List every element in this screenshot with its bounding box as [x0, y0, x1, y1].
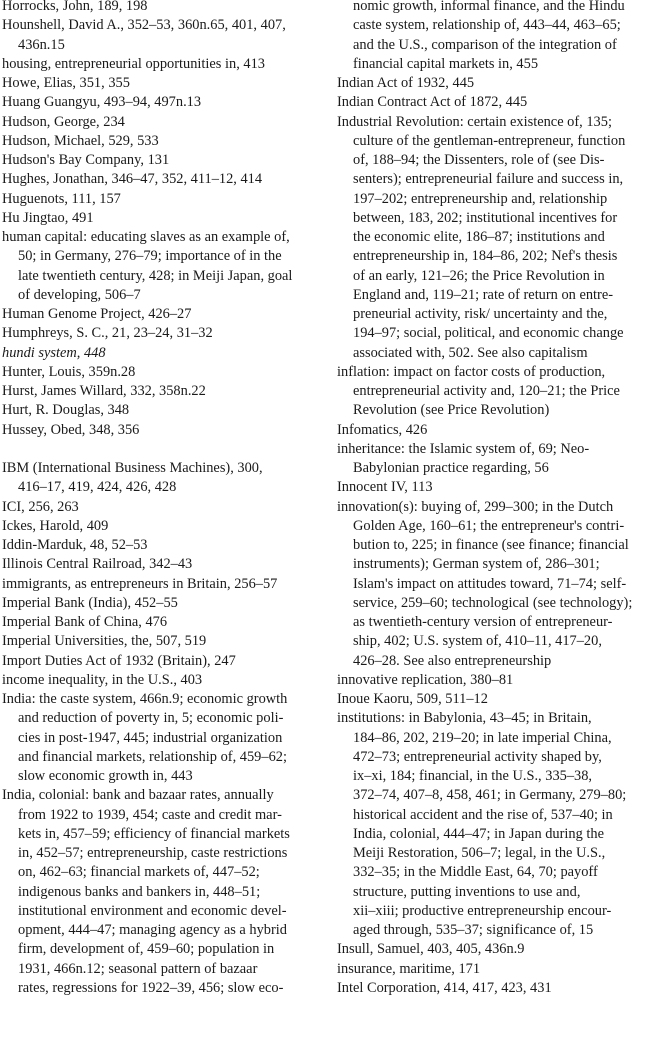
index-entry: Hudson's Bay Company, 131: [2, 152, 170, 168]
index-entry: IBM (International Business Machines), 300, 416–17, 419, 424, 426, 428: [2, 460, 263, 496]
index-entry: Hudson, Michael, 529, 533: [2, 132, 159, 149]
index-entry: Iddin-Marduk, 48, 52–53: [2, 537, 148, 553]
index-entry: Hunter, Louis, 359n.28: [2, 363, 136, 380]
index-entry: Illinois Central Railroad, 342–43: [2, 556, 193, 573]
index-entry: Huang Guangyu, 493–94, 497n.13: [2, 94, 202, 111]
index-entry: immigrants, as entrepreneurs in Britain, 256–57: [2, 575, 278, 592]
index-entry: Hussey, Obed, 348, 356: [2, 421, 140, 438]
index-column-left: [2, 0, 320, 998]
index-entry: institutions: in Babylonia, 43–45; in Britain, 184–86, 202, 219–20; in late imperial China, 472–73; entrepreneurial activity shaped by, ix–xi, 184; financial, in the U.S., 335–38, 372–74, 407–8, 458, 461; in Germany, 279–80; historical accident and the rise of, 537–40; in India, colonial, 444–47; in Japan during the Meiji Restoration, 506–7; legal, in the U.S., 332–35; in the Middle East, 64, 70; payoff structure, putting inventions to use and, xii–xiii; productive entrepreneurship encour- aged through, 535–37; significance of, 15: [337, 710, 627, 938]
index-entry: Horrocks, John, 189, 198: [2, 0, 148, 14]
index-entry: Ickes, Harold, 409: [2, 517, 109, 534]
index-entry: Hurst, James Willard, 332, 358n.22: [2, 383, 206, 399]
index-entry: Industrial Revolution: certain existence of, 135; culture of the gentleman-entrepreneur, function of, 188–94; the Dissenters, role of (see Dis- senters); entrepreneurial failure and success in, 197–202; entrepreneurship and, relationship between, 183, 202; institutional incentives for the economic elite, 186–87; institutions and entrepreneurship in, 184–86, 202; Nef's thesis of an early, 121–26; the Price Revolution in England and, 119–21; rate of return on entre- preneurial activity, risk/ uncertainty and the, 194–97; social, political, and economic change associated with, 502. See also capitalism: [337, 113, 626, 361]
index-entry: Human Genome Project, 426–27: [2, 306, 192, 322]
index-entry: innovation(s): buying of, 299–300; in the Dutch Golden Age, 160–61; the entrepreneur's contri- bution to, 225; in finance (see finance; financial instruments); German system of, 286–301; Islam's impact on attitudes toward, 71–74; self- service, 259–60; technological (see technology); as twentieth-century version of entrepreneur- ship, 402; U.S. system of, 410–11, 417–20, 426–28. See also entrepreneurship: [337, 498, 633, 669]
index-entry: Inoue Kaoru, 509, 511–12: [337, 691, 488, 707]
index-entry: nomic growth, informal finance, and the Hindu caste system, relationship of, 443–44, 463–65; and the U.S., comparison of the integration of financial capital markets in, 455: [353, 0, 625, 72]
index-entry: Howe, Elias, 351, 355: [2, 75, 130, 91]
index-entry: human capital: educating slaves as an example of, 50; in Germany, 276–79; importance of in the late twentieth century, 428; in Meiji Japan, goal of developing, 506–7: [2, 229, 293, 303]
index-entry: Hu Jingtao, 491: [2, 209, 94, 226]
index-entry: Insull, Samuel, 403, 405, 436n.9: [337, 941, 525, 958]
index-entry: ICI, 256, 263: [2, 498, 79, 515]
index-entry: innovative replication, 380–81: [337, 671, 514, 688]
index-entry: Hurt, R. Douglas, 348: [2, 402, 130, 419]
index-entry: insurance, maritime, 171: [337, 960, 481, 977]
index-entry: Indian Contract Act of 1872, 445: [337, 94, 528, 111]
index-entry: Hughes, Jonathan, 346–47, 352, 411–12, 414: [2, 171, 263, 188]
index-entry: income inequality, in the U.S., 403: [2, 671, 203, 688]
index-entry: hundi system, 448: [2, 344, 106, 361]
index-entry: Indian Act of 1932, 445: [337, 75, 475, 91]
index-entry: India, colonial: bank and bazaar rates, annually from 1922 to 1939, 454; caste and credit mar- kets in, 457–59; efficiency of financial markets in, 452–57; entrepreneurship, caste restrictions on, 462–63; financial markets of, 447–52; indigenous banks and bankers in, 448–51; institutional environment and economic devel- opment, 444–47; managing agency as a hybrid firm, development of, 459–60; population in 1931, 466n.12; seasonal pattern of bazaar rates, regressions for 1922–39, 456; slow eco-: [2, 787, 290, 996]
index-entry: Import Duties Act of 1932 (Britain), 247: [2, 652, 236, 669]
index-entry: Infomatics, 426: [337, 421, 428, 438]
index-entry: Huguenots, 111, 157: [2, 190, 121, 207]
index-entry: inflation: impact on factor costs of production, entrepreneurial activity and, 120–21; the Price Revolution (see Price Revolution): [337, 363, 620, 419]
index-entry: inheritance: the Islamic system of, 69; Neo- Babylonian practice regarding, 56: [337, 440, 590, 476]
index-entry: Humphreys, S. C., 21, 23–24, 31–32: [2, 325, 213, 342]
index-entry: housing, entrepreneurial opportunities in, 413: [2, 55, 265, 72]
index-entry: Imperial Universities, the, 507, 519: [2, 633, 207, 650]
index-entry: Imperial Bank (India), 452–55: [2, 594, 178, 611]
index-column-right: [337, 0, 650, 998]
index-entry: Intel Corporation, 414, 417, 423, 431: [337, 979, 552, 996]
index-entry: Imperial Bank of China, 476: [2, 614, 168, 630]
index-entry: Hounshell, David A., 352–53, 360n.65, 401, 407, 436n.15: [2, 17, 286, 53]
index-entry: Hudson, George, 234: [2, 113, 125, 130]
index-entry: India: the caste system, 466n.9; economic growth and reduction of poverty in, 5; economic poli- cies in post-1947, 445; industrial organization and financial markets, relationship of, 459–62; slow economic growth in, 443: [2, 691, 288, 784]
index-entry: Innocent IV, 113: [337, 479, 433, 496]
